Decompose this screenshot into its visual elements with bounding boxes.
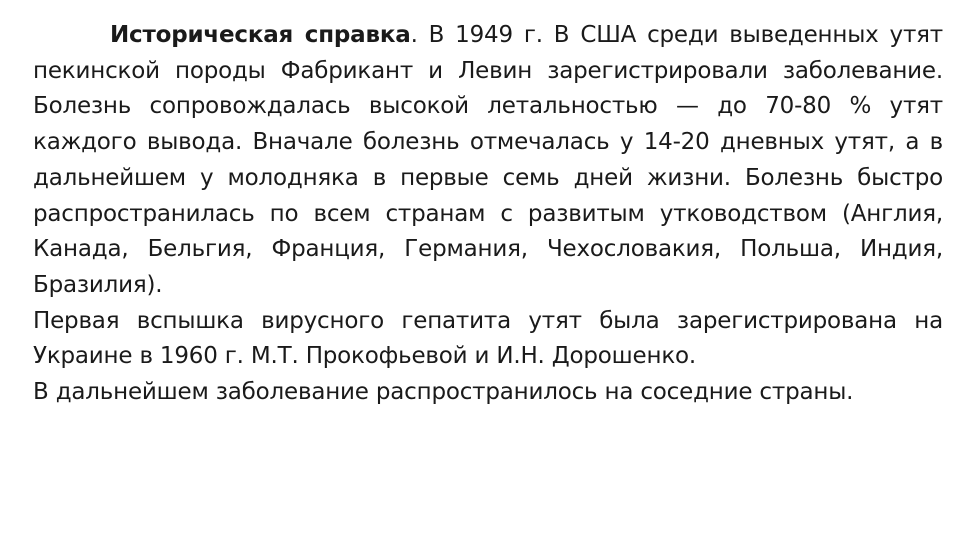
paragraph-history-usa [33,18,943,304]
paragraph-spread-neighbors: В дальнейшем заболевание распространилось на соседние страны. [33,379,854,406]
paragraph-ukraine-outbreak: Первая вспышка вирусного гепатита утят была зарегистрирована на Украине в 1960 г. М.Т. Прокофьевой и И.Н. Дорошенко. [33,307,943,370]
historical-note-heading: Историческая справка [110,22,411,48]
paragraph-history-usa-body: . В 1949 г. В США среди выведенных утят пекинской породы Фабрикант и Левин зарегистрировали заболевание. Болезнь сопровождалась высокой летальностью — до 70-80 % утят каждого вывода. Вначале болезнь отмечалась у 14-20 дневных утят, а в дальнейшем у молодняка в первые семь дней жизни. Болезнь быстро распространилась по всем странам с развитым утководством (Англия, Канада, Бельгия, Франция, Германия, Чехословакия, Польша, Индия, Бразилия). [33,22,943,298]
historical-note-text [33,18,943,411]
